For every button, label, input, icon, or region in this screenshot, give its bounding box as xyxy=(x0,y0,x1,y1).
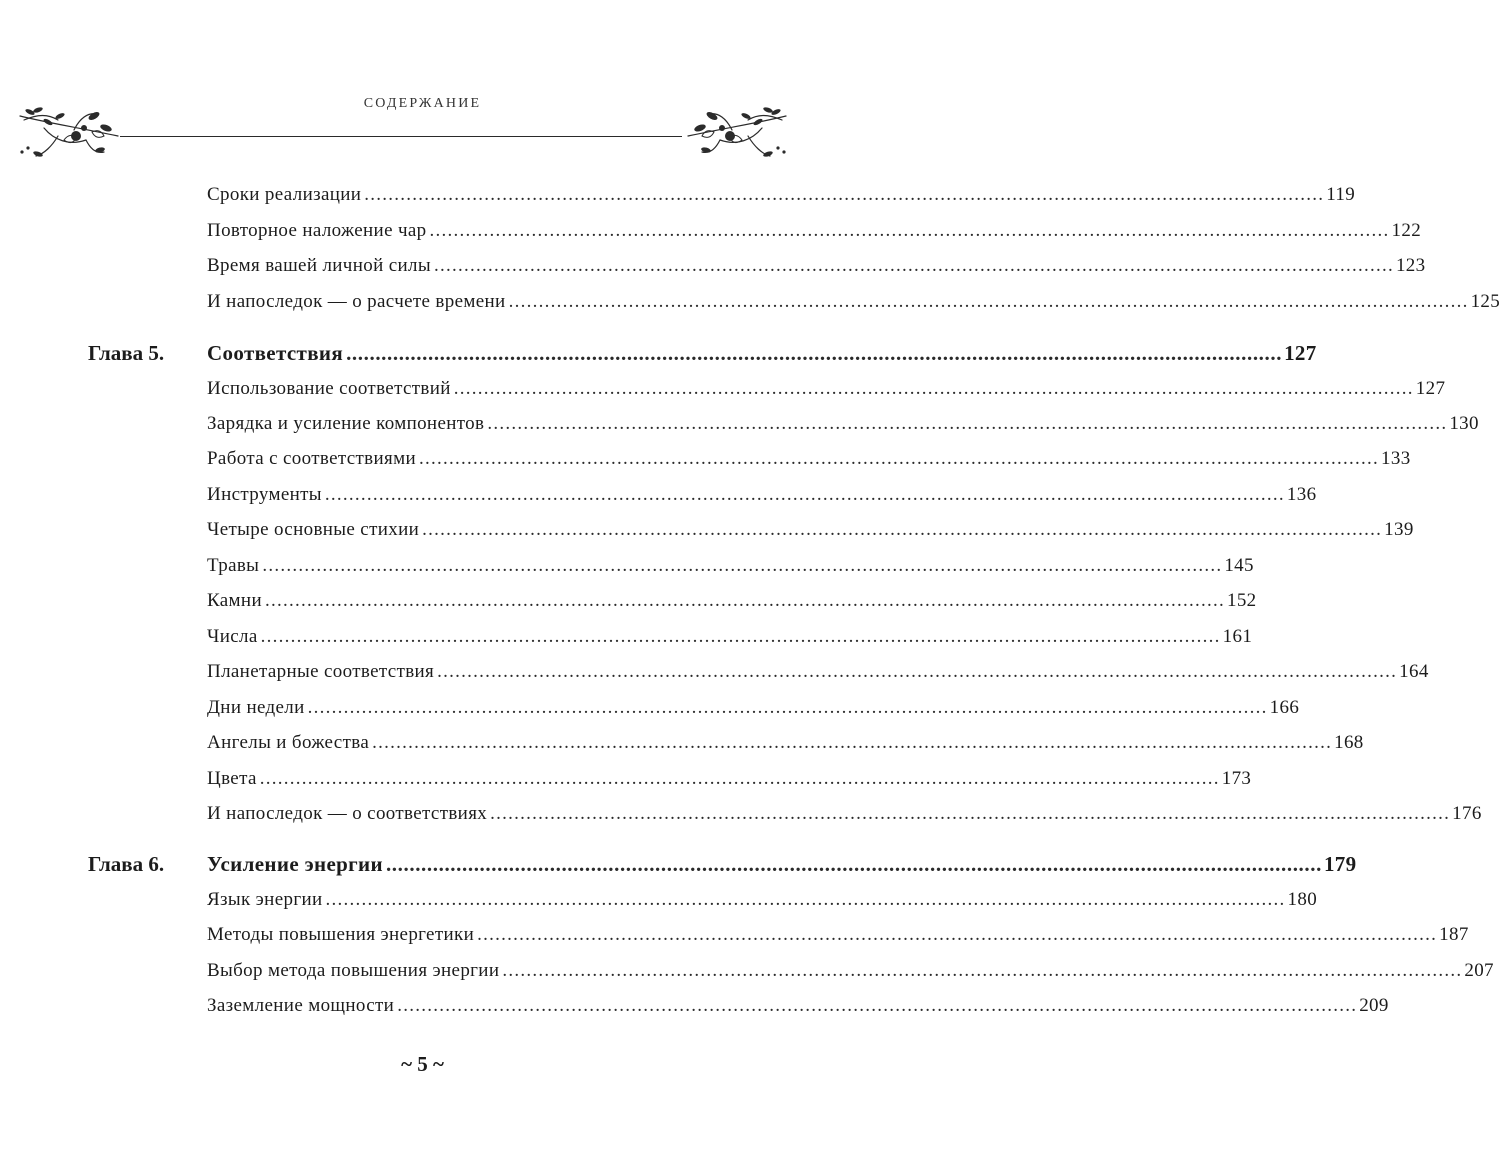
dot-leader: ................................................................................................................................................................ xyxy=(324,484,1285,505)
toc-entry-title: Выбор метода повышения энергии xyxy=(207,960,500,981)
toc-entry[interactable] xyxy=(207,724,1364,754)
toc-entry-page-number: 125 xyxy=(1470,291,1500,312)
toc-entry-page-number: 164 xyxy=(1399,661,1429,682)
toc-entry-title: Инструменты xyxy=(207,484,322,505)
toc-entry-page-number: 209 xyxy=(1359,995,1389,1016)
toc-entry-page-number: 122 xyxy=(1391,220,1422,241)
toc-entry-page-number: 136 xyxy=(1286,484,1317,505)
dot-leader: ................................................................................................................................................................ xyxy=(433,255,1394,276)
toc-entry[interactable] xyxy=(207,987,1389,1017)
dot-leader: ................................................................................................................................................................ xyxy=(477,924,1438,945)
toc-entry-page-number: 176 xyxy=(1452,803,1482,824)
toc-entry-page-number: 168 xyxy=(1334,732,1364,753)
toc-entry[interactable] xyxy=(207,405,1479,435)
toc-entry-title: Ангелы и божества xyxy=(207,732,370,753)
toc-entry-page-number: 180 xyxy=(1287,889,1318,910)
toc-entry[interactable] xyxy=(207,212,1422,242)
dot-leader: ................................................................................................................................................................ xyxy=(490,803,1451,824)
dot-leader: ................................................................................................................................................................ xyxy=(385,852,1322,876)
toc-chapter-label: Глава 6. xyxy=(88,852,165,876)
dot-leader: ................................................................................................................................................................ xyxy=(346,341,1283,365)
toc-entry-title: Соответствия xyxy=(207,341,344,365)
toc-entry-title: Четыре основные стихии xyxy=(207,519,420,540)
toc-entry[interactable] xyxy=(207,440,1411,470)
toc-entry[interactable] xyxy=(207,582,1257,612)
toc-entry[interactable] xyxy=(207,283,1500,313)
dot-leader: ................................................................................................................................................................ xyxy=(397,995,1358,1016)
toc-entry-title: Травы xyxy=(207,555,260,576)
toc-entry-page-number: 173 xyxy=(1221,768,1252,789)
toc-entry-page-number: 139 xyxy=(1384,519,1414,540)
toc-chapter-label: Глава 5. xyxy=(88,341,165,365)
dot-leader: ................................................................................................................................................................ xyxy=(487,413,1448,434)
toc-entry-page-number: 133 xyxy=(1381,448,1411,469)
dot-leader: ................................................................................................................................................................ xyxy=(502,960,1463,981)
toc-chapter-entry[interactable] xyxy=(207,845,1357,876)
toc-entry-title: Методы повышения энергетики xyxy=(207,924,475,945)
toc-entry-title: И напоследок — о соответствиях xyxy=(207,803,488,824)
toc-entry-title: Язык энергии xyxy=(207,889,323,910)
toc-entry-title: Сроки реализации xyxy=(207,184,362,205)
toc-entry[interactable] xyxy=(207,881,1318,911)
toc-entry-page-number: 161 xyxy=(1222,626,1253,647)
toc-entry-title: Дни недели xyxy=(207,697,305,718)
toc-entry[interactable] xyxy=(207,476,1317,506)
toc-entry-page-number: 119 xyxy=(1326,184,1356,205)
toc-entry-title: Повторное наложение чар xyxy=(207,220,427,241)
dot-leader: ................................................................................................................................................................ xyxy=(372,732,1333,753)
toc-entry-page-number: 179 xyxy=(1323,852,1357,876)
toc-entry-title: Заземление мощности xyxy=(207,995,395,1016)
toc-entry-page-number: 127 xyxy=(1415,378,1446,399)
page-header-title: СОДЕРЖАНИЕ xyxy=(363,96,482,111)
toc-entry-title: Работа с соответствиями xyxy=(207,448,416,469)
toc-entry-page-number: 207 xyxy=(1464,960,1494,981)
toc-entry-title: Зарядка и усиление компонентов xyxy=(207,413,485,434)
toc-entry-title: Время вашей личной силы xyxy=(207,255,431,276)
toc-entry[interactable] xyxy=(207,952,1494,982)
toc-entry-title: Усиление энергии xyxy=(207,852,383,876)
dot-leader: ................................................................................................................................................................ xyxy=(260,626,1221,647)
toc-entry-title: Цвета xyxy=(207,768,257,789)
toc-chapter-entry[interactable] xyxy=(207,334,1317,365)
toc-entry-title: Использование соответствий xyxy=(207,378,451,399)
toc-entry[interactable] xyxy=(207,176,1356,206)
dot-leader: ................................................................................................................................................................ xyxy=(429,220,1390,241)
toc-entry-page-number: 145 xyxy=(1224,555,1254,576)
toc-entry[interactable] xyxy=(207,370,1446,400)
dot-leader: ................................................................................................................................................................ xyxy=(259,768,1220,789)
toc-entry-page-number: 187 xyxy=(1439,924,1469,945)
page-number: ~ 5 ~ xyxy=(401,1052,444,1076)
toc-entry[interactable] xyxy=(207,618,1253,648)
dot-leader: ................................................................................................................................................................ xyxy=(264,590,1225,611)
dot-leader: ................................................................................................................................................................ xyxy=(437,661,1398,682)
dot-leader: ................................................................................................................................................................ xyxy=(508,291,1469,312)
dot-leader: ................................................................................................................................................................ xyxy=(422,519,1383,540)
toc-entry-page-number: 127 xyxy=(1284,341,1317,365)
toc-entry-page-number: 123 xyxy=(1395,255,1426,276)
toc-entry-page-number: 166 xyxy=(1269,697,1300,718)
dot-leader: ................................................................................................................................................................ xyxy=(262,555,1223,576)
toc-entry-title: Камни xyxy=(207,590,262,611)
dot-leader: ................................................................................................................................................................ xyxy=(307,697,1268,718)
toc-entry-page-number: 130 xyxy=(1449,413,1479,434)
dot-leader: ................................................................................................................................................................ xyxy=(419,448,1379,469)
toc-entry[interactable] xyxy=(207,916,1469,946)
toc-entry[interactable] xyxy=(207,547,1254,577)
toc-entry[interactable] xyxy=(207,511,1414,541)
dot-leader: ................................................................................................................................................................ xyxy=(325,889,1286,910)
dot-leader: ................................................................................................................................................................ xyxy=(453,378,1414,399)
dot-leader: ................................................................................................................................................................ xyxy=(364,184,1325,205)
toc-entry-title: И напоследок — о расчете времени xyxy=(207,291,506,312)
toc-entry-page-number: 152 xyxy=(1226,590,1257,611)
toc-entry[interactable] xyxy=(207,689,1300,719)
toc-entry-title: Планетарные соответствия xyxy=(207,661,435,682)
toc-entry-title: Числа xyxy=(207,626,258,647)
toc-entry[interactable] xyxy=(207,247,1426,277)
toc-entry[interactable] xyxy=(207,795,1482,825)
toc-entry[interactable] xyxy=(207,760,1252,790)
toc-entry[interactable] xyxy=(207,653,1429,683)
